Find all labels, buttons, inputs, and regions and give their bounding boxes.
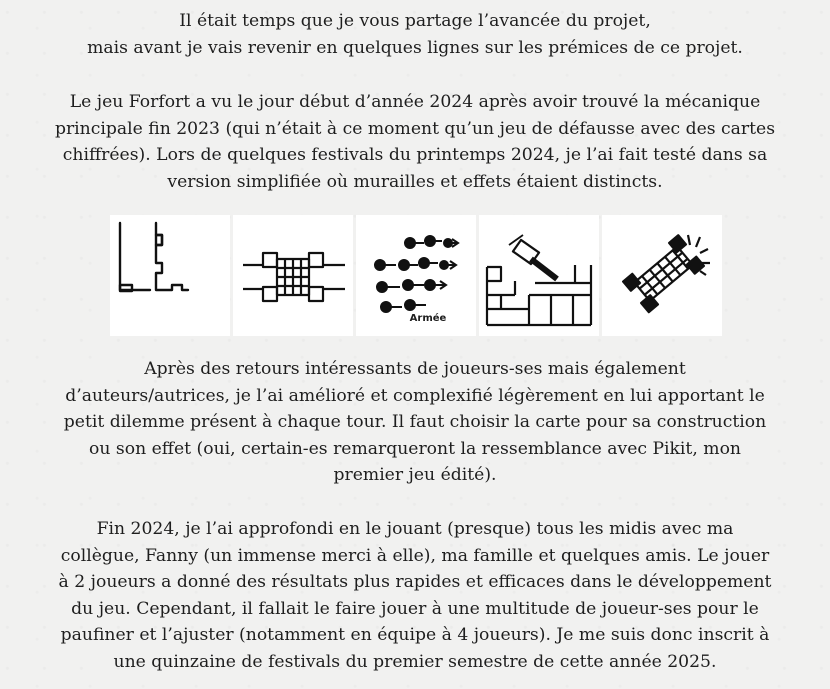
card-hammer-wall: [479, 215, 599, 336]
wall-corner-sketch-icon: [110, 215, 230, 336]
exploding-tower-sketch-icon: [602, 215, 722, 336]
playtests-paragraph: Fin 2024, je l’ai approfondi en le jouant (presque) tous les midis avec ma collègue, Fanny (un immense merci à elle), ma famille et quelques amis. Le jouer à 2 joueurs a donné des résultats plus rapides et efficaces dans le développement du jeu. Cependant, il fallait le faire jouer à une multitude de joueur-ses pour le paufiner et l’ajuster (notamment en équipe à 4 joueurs). Je me suis donc inscrit à une quinzaine de festivals du premier semestre de cette année 2025.: [58, 519, 772, 672]
card-army-label: Armée: [409, 313, 447, 324]
intro-paragraph: Il était temps que je vous partage l’avancée du projet, mais avant je vais revenir en quelques lignes sur les prémices de ce projet.: [87, 11, 743, 58]
feedback-paragraph: Après des retours intéressants de joueurs-ses mais également d’auteurs/autrices, je l’ai amélioré et complexifié légèrement en lui apportant le petit dilemme présent à chaque tour. Il faut choisir la carte pour sa construction ou son effet (oui, certain-es remarqueront la ressemblance avec Pikit, mon premier jeu édité).: [63, 359, 767, 485]
hammer-wall-sketch-icon: [479, 215, 599, 336]
card-wall-corner: [110, 215, 230, 336]
card-illustrations: [110, 215, 722, 336]
card-exploding-tower: [602, 215, 722, 336]
bridge-sketch-icon: [233, 215, 353, 336]
history-paragraph: Le jeu Forfort a vu le jour début d’année 2024 après avoir trouvé la mécanique principale fin 2023 (qui n’était à ce moment qu’un jeu de défausse avec des cartes chiffrées). Lors de quelques festivals du printemps 2024, je l’ai fait testé dans sa version simplifiée où murailles et effets étaient distincts.: [54, 92, 776, 192]
card-army: [356, 215, 476, 336]
card-bridge: [233, 215, 353, 336]
